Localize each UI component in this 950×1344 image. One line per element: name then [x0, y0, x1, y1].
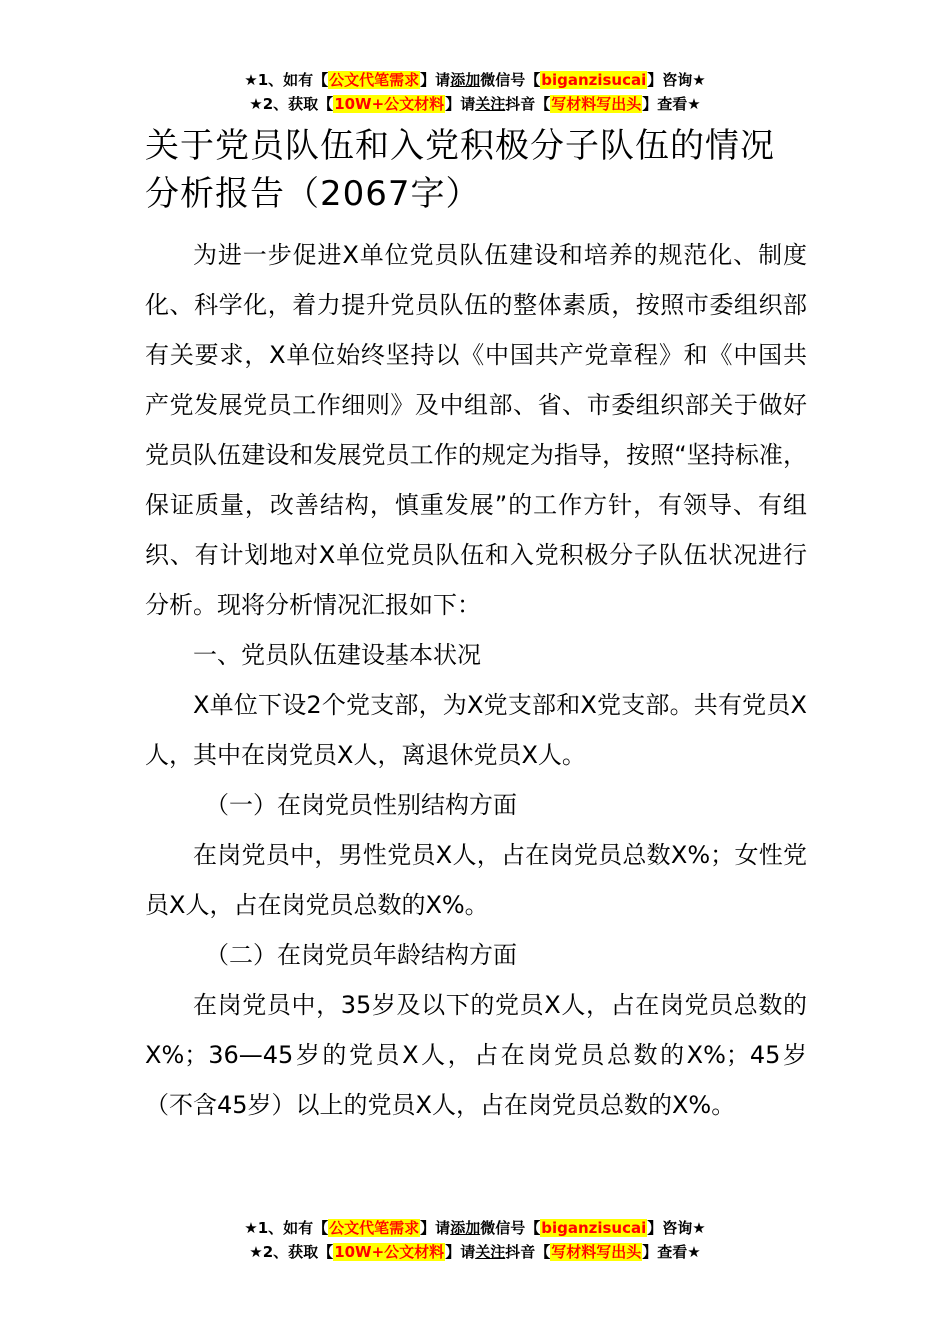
- banner-line-1: ★1、如有【公文代笔需求】请添加微信号【biganzisucai】咨询★: [244, 71, 706, 89]
- paragraph-gender: 在岗党员中，男性党员X人，占在岗党员总数X%；女性党员X人，占在岗党员总数的X%。: [145, 841, 807, 919]
- banner-line-2: ★2、获取【10W+公文材料】请关注抖音【写材料写出头】查看★: [249, 1243, 701, 1261]
- service-highlight: 公文代笔需求: [329, 71, 420, 89]
- paragraph-age: 在岗党员中，35岁及以下的党员X人，占在岗党员总数的X%；36—45岁的党员X人，占在岗党员总数的X%；45岁（不含45岁）以上的党员X人，占在岗党员总数的X%。: [145, 991, 807, 1119]
- header-ad-banner: [0, 68, 950, 116]
- douyin-id-highlight: 写材料写出头: [551, 1243, 642, 1261]
- banner-line-1: ★1、如有【公文代笔需求】请添加微信号【biganzisucai】咨询★: [244, 1219, 706, 1237]
- subsection-heading-age: （二）在岗党员年龄结构方面: [205, 941, 517, 969]
- subsection-heading-gender: （一）在岗党员性别结构方面: [205, 791, 517, 819]
- wechat-id-highlight: biganzisucai: [541, 71, 647, 89]
- section-heading-1: 一、党员队伍建设基本状况: [193, 641, 481, 669]
- footer-ad-banner: [0, 1216, 950, 1264]
- document-title: 关于党员队伍和入党积极分子队伍的情况分析报告（2067字）: [145, 126, 775, 214]
- banner-line-2: ★2、获取【10W+公文材料】请关注抖音【写材料写出头】查看★: [249, 95, 701, 113]
- wechat-id-highlight: biganzisucai: [541, 1219, 647, 1237]
- paragraph-branches: X单位下设2个党支部，为X党支部和X党支部。共有党员X人，其中在岗党员X人，离退休党员X人。: [145, 691, 807, 769]
- materials-highlight: 10W+公文材料: [334, 95, 445, 113]
- document-page: [145, 122, 807, 1130]
- douyin-id-highlight: 写材料写出头: [551, 95, 642, 113]
- intro-paragraph: 为进一步促进X单位党员队伍建设和培养的规范化、制度化、科学化，着力提升党员队伍的整体素质，按照市委组织部有关要求，X单位始终坚持以《中国共产党章程》和《中国共产党发展党员工作细则》及中组部、省、市委组织部关于做好党员队伍建设和发展党员工作的规定为指导，按照“坚持标准，保证质量，改善结构，慎重发展”的工作方针，有领导、有组织、有计划地对X单位党员队伍和入党积极分子队伍状况进行分析。现将分析情况汇报如下：: [145, 241, 807, 619]
- document-body: [145, 230, 807, 1130]
- materials-highlight: 10W+公文材料: [334, 1243, 445, 1261]
- service-highlight: 公文代笔需求: [329, 1219, 420, 1237]
